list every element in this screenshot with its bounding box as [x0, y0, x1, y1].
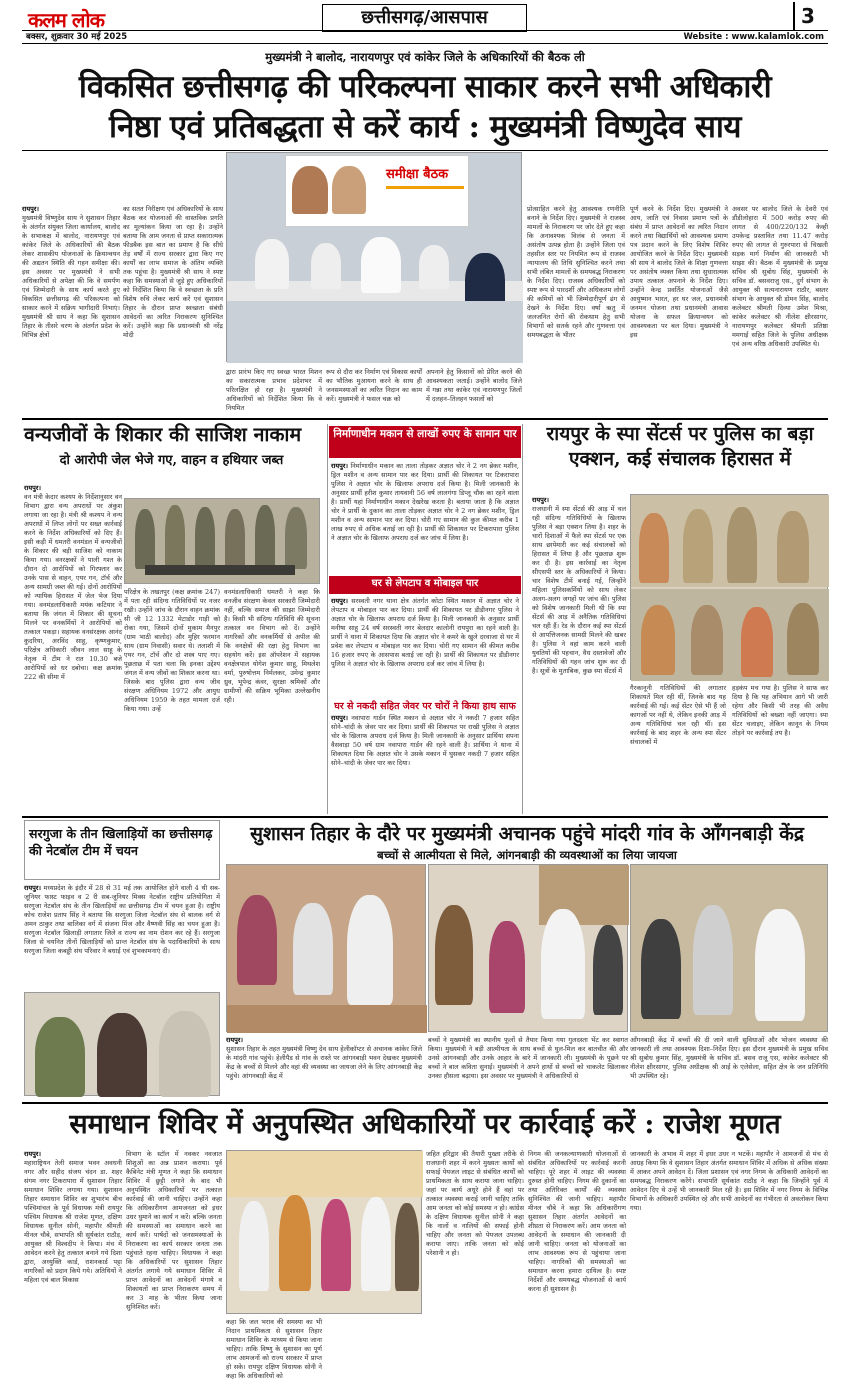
samadhan-col-5: निगम की जनकल्याणकारी योजनाओं से संबंधित अधिकारियों पर कार्रवाई करनी चाहिए। पूरे शहर में लाइट की व्यवस्था दुरुस्त होनी चाहिए। निगम की दुकानों का तथा अतिरिक्त कार्यों की व्यवस्था सुनिश्चित की जानी चाहिए। महापौर मीनल चौबे ने कहा कि अधिकारीगण सुशासन तिहार अंतर्गत आवेदनों का शीघ्रता से निराकरण करें। आम जनता को आवेदनों के समाधान की जानकारी दी जानी चाहिए। जनता को योजनाओं का लाभ आवश्यक रूप से पहुंचाया जाना चाहिए। नागरिकों की समस्याओं का समाधान करना हमारा दायित्व है। स्पष्ट निर्देशों और समयबद्ध योजनाओं से कार्य करना ही सुशासन है।: [528, 1150, 626, 1293]
website-link[interactable]: Website : www.kalamlok.com: [683, 32, 824, 42]
spa-col-1: रायपुर। राजधानी में स्पा सेंटर्स की आड़ में चल रही संदिग्ध गतिविधियों के खिलाफ पुलिस ने बड़ा एक्शन लिया है। शहर के चारों दिशाओं में फैले स्पा सेंटर्स पर एक साथ छापेमारी कर कई संचालकों को हिरासत में लिया है और पूछताछ शुरू कर दी है। इस कार्रवाई का नेतृत्व सीएसपी स्तर के अधिकारियों ने किया। चार विशेष टीमें बनाई गई, जिन्होंने महिला पुलिसकर्मियों को साथ लेकर अलग-अलग जगहों पर जांच की। पुलिस को विशेष जानकारी मिली थी कि स्पा सेंटर्स की आड़ में अनैतिक गतिविधियां चल रही हैं। रेड के दौरान कई स्पा सेंटर्स से आपत्तिजनक सामग्री मिलने की खबर है। पुलिस ने वहां काम करने वाली युवतियों की पहचान, वैध दस्तावेजों और गतिविधियों की गहन जांच शुरू कर दी है। सूत्रों के मुताबिक, कुछ स्पा सेंटर्स में: [532, 496, 626, 675]
banner-title: समीक्षा बैठक: [386, 167, 449, 182]
jewellery-body: रायपुर। नवापारा गार्डन स्थित मकान से अज्ञात चोर ने नकदी 7 हजार सहित सोने–चांदी के जेवर पार कर दिया। प्रार्थी की शिकायत पर राखी पुलिस ने अज्ञात चोर के खिलाफ अपराध दर्ज किया है। मिली जानकारी के अनुसार प्रार्थिया सपना वैसवाड़ा 50 वर्ष ग्राम नवापारा गार्डन की रहने वाली है। प्रार्थिया ने थाना में शिकायत दिया कि अज्ञात चोर ने उसके मकान में घुसकर नकदी 7 हजार सहित सोने–चांदी के जेवर पार कर दिया।: [331, 714, 519, 767]
lead-photo-meeting: [226, 152, 522, 362]
lead-kicker: मुख्यमंत्री ने बालोद, नारायणपुर एवं कांकेर जिले के अधिकारियों की बैठक ली: [265, 50, 585, 64]
anganwadi-col-3: आँगनबाड़ी केंद्र में बच्चों की दी जाने वाली सुविधाओं और भोजन व्यवस्था की जानकारी ली तथा आवश्यक दिशा–निर्देश दिए। इस दौरान मुख्यमंत्री के प्रमुख सचिव श्री सुबोध कुमार सिंह, मुख्यमंत्री के सचिव डॉ. बसव राजू एस, कांकेर कलेक्टर श्री नीलेश क्षीरसागर, पुलिस अधीक्षक श्री आई के एलेसेला, सहित क्षेत्र के जन प्रतिनिधि भी उपस्थित रहे।: [630, 1036, 828, 1080]
wildlife-headline: वन्यजीवों के शिकार की साजिश नाकाम: [24, 423, 302, 446]
anganwadi-photo-1: [226, 864, 426, 1032]
anganwadi-subhead: बच्चों से आत्मीयता से मिले, आंगनबाड़ी की व्यवस्थाओं का लिया जायजा: [377, 848, 677, 862]
section-title: छत्तीसगढ़/आसपास: [322, 4, 527, 32]
spa-photo: [630, 494, 828, 680]
wildlife-photo: [124, 498, 320, 584]
lead-col-3b: रूप से दौरा कर निर्माण एवं विकास कार्यों का भौतिक मुआयना करने के साथ ही जनसमस्याओं का त्वरित निदान का काम करें। मुख्यमंत्री ने फसल चक्र को: [326, 368, 422, 403]
jewellery-headline: घर से नकदी सहित जेवर पर चोरों ने किया हाथ साफ: [334, 701, 516, 712]
lead-col-3c: अपनाने हेतु किसानों को प्रेरित करने की आवश्यकता जताई। उन्होंने बालोद जिले में गन्ना तथा कांकेर एवं नारायणपुर जिलों में दलहन–तिलहन फसलों को: [426, 368, 522, 403]
meeting-banner: [285, 155, 469, 227]
edition-date: बक्सर, शुक्रवार 30 मई 2025: [26, 32, 128, 42]
samadhan-col-3b: [326, 1318, 422, 1370]
netball-body: रायपुर। मध्यप्रदेश के इंदौर में 28 से 31 मई तक आयोजित होने वाली 4 थी सब-जूनियर फास्ट फाइव व 2 री सब-जूनियर मिक्स नेटबॉल राष्ट्रीय प्रतियोगिता में सरगुजा नेटबॉल संघ के तीन खिलाड़ियों का छत्तीसगढ़ टीम में चयन हुआ है। राष्ट्रीय कोच राजेश प्रताप सिंह ने बताया कि सरगुजा जिला नेटबॉल संघ से बालक वर्ग से अमन ठाकुर तथा बालिका वर्ग में संजना मिंज और वैष्णवी सिंह का चयन हुआ है। सरगुजा नेटबॉल खिलाड़ी लगातार जिले व राज्य का नाम रोशन कर रहे हैं। सरगुजा जिला से चयनित तीनों खिलाड़ियों को प्रान्त नेटबॉल संघ के पदाधिकारियों के साथ सरगुजा जिला कबड्डी संघ परिवार ने बधाई एवं शुभकामनाएं दी।: [24, 884, 220, 955]
samadhan-col-6: जानकारी के अभाव में शहर में इधर उधर न भटकें। महापौर ने आमजनों से मंच से आग्रह किया कि वे सुशासन तिहार अंतर्गत समाधान शिविर में अधिक से अधिक संख्या में आकर अपने आवेदन दें। जिला प्रशासन एवं नगर निगम के अधिकारी आवेदनों का समयबद्ध निराकरण करेंगे। सभापति सूर्यकांत राठौड़ ने कहा कि जिन्होंने पूर्व में आवेदन दिए थे उन्हें भी जानकारी मिल रही है। इस शिविर में नगर निगम के विभिन्न विभागों के अधिकारी उपस्थित रहे और सभी आवेदनों का गंभीरता से अवलोकन किया गया।: [630, 1150, 828, 1212]
samadhan-col-1: रायपुर। महाराष्ट्रियन तेली समाज भवन अवधनी नगर और सहीद संजय चंदन डा. शहर संगम नगर टिकरापारा में सुशासन तिहार समाधान शिविर लगाया गया। सुशासन तिहार समाधान शिविर का शुभारंभ बीच पश्चिमांचल के पूर्व विधायक मंत्री रायपुर पश्चिम विधायक श्री राजेश मूणत, दक्षिण विधायक सुनील सोनी, महापौर श्रीमती मीनल चौबे, सभापति श्री सूर्यकांत राठौड़, आयुक्त श्री विश्वदीप ने किया। मंच में आवेदन करने हेतु तत्काल बनाने गये दिशा द्वारा, अध्युक्ति कार्ड, राशनकार्ड पट्टा नागरिकों को प्रदान किये गये। अतिथियों ने महिला एवं बाल विकास: [24, 1150, 122, 1284]
lead-col-6: अवसर पर बालोद जिले के देवरी एवं डौंडीलोहारा में 500 करोड़ रुपए की लागत से 400/220/132 केव्ही उपकेन्द्र प्रस्तावित तथा 11.47 करोड़ रुपए की लागत से गुरुरपारा से चिखली सड़क मार्ग निर्माण की जानकारी भी साझा की। बैठक में मुख्यमंत्री के प्रमुख सचिव श्री सुबोध सिंह, मुख्यमंत्री के सचिव डॉ. बसवराजु एस., दुर्ग संभाग के आयुक्त श्री सत्यनारायण राठौर, बस्तर संभाग के आयुक्त श्री डोमन सिंह, बालोद कलेक्टर श्रीमती दिव्या उमेश मिश्रा, कांकेर कलेक्टर श्री नीलेश क्षीरसागर, नारायणपुर कलेक्टर श्रीमती प्रतिष्ठा ममगाई सहित जिले के पुलिस अधीक्षक एवं अन्य वरिष्ठ अधिकारी उपस्थित थे।: [732, 205, 828, 348]
lead-col-1: रायपुर। मुख्यमंत्री विष्णुदेव साय ने सुशासन तिहार के अंतर्गत संयुक्त जिला कार्यालय, बालोद के सभाकक्ष में बालोद, नारायणपुर एवं कांकेर जिले के अधिकारियों की बैठक लेकर शासकीय योजनाओं के क्रियान्वयन की अद्यतन स्थिति की गहन समीक्षा की। इस अवसर पर मुख्यमंत्री ने सभी अधिकारियों से अपेक्षा की कि वे समर्पण एवं जिम्मेदारी के साथ कार्य करते हुए विकसित छत्तीसगढ़ की परिकल्पना को साकार करने में सक्रिय भागीदारी निभाएं। मुख्यमंत्री श्री साय ने कहा कि सुशासन तिहार के तीसरे चरण के अंतर्गत प्रदेश के विभिन्न क्षेत्रों: [22, 205, 120, 339]
wildlife-subhead: दो आरोपी जेल भेजे गए, वाहन व हथियार जब्त: [59, 453, 284, 468]
spa-headline: रायपुर के स्पा सेंटर्स पर पुलिस का बड़ा एक्शन, कई संचालक हिरासत में: [546, 423, 814, 470]
wildlife-col-1: रायपुर। वन मंत्री केदार कश्यप के निर्देशानुसार वन विभाग द्वारा वन्य अपराधों पर अंकुश लगाया जा रहा है। मंत्री श्री कश्यप ने वन्य अपराधों में लिप्त लोगों पर सख्त कार्रवाई करने के निर्देश अधिकारियों को दिए हैं। इसी कड़ी में धमतरी वनमंडल में वन्यजीवों के शिकार की बड़ी साजिश को नाकाम किया गया। वनरक्षकों ने पाली गश्त के दौरान दो आरोपियों को गिरफ्तार कर उनके पास से वाहन, एयर गन, टॉर्च और अन्य सामग्री जब्त की गई। दोनों आरोपियों को न्यायिक हिरासत में जेल भेज दिया गया। वनमंडलाधिकारी मयंक कटियार ने बताया कि जंगल में शिकार की सूचना मिलने पर वनकर्मियों ने आरोपियों को तत्काल पकड़ा। सहायक वनसंरक्षक आनंद कुदरिया, अरविंद साहू, कृष्णकुमार, परिक्षेत्र अधिकारी जीवन लाल साहू के नेतृत्व में टीम ने रात 10.30 बजे आरोपियों को धर दबोचा। कक्ष क्रमांक 222 की सीमा में: [24, 484, 122, 681]
anganwadi-col-2: बच्चों ने मुख्यमंत्री का स्थानीय फूलों से तैयार किया गया गुलदस्ता भेंट कर स्वागत किया। मुख्यमंत्री ने बड़ी आत्मीयता के साथ बच्चों से घुल-मिल कर बातचीत की और उनसे आंगनबाड़ी और उनके आहार के बारे में जानकारी ली। मुख्यमंत्री के पूछने पर बच्चों ने बाल कविता सुनाई। मुख्यमंत्री ने अपने हाथों से बच्चों को चाकलेट खिलाकर उनका हौसला बढ़ाया। इस अवसर पर मुख्यमंत्री ने अधिकारियों से: [428, 1036, 628, 1080]
netball-photo: [24, 992, 220, 1096]
theft-headline: निर्माणाधीन मकान से लाखों रुपए के सामान पार: [329, 426, 521, 458]
spa-col-3: हड़कंप मच गया है। पुलिस ने साफ कर दिया है कि यह अभियान आगे भी जारी रहेगा और किसी भी तरह की अवैध गतिविधियों को बख्शा नहीं जाएगा। स्पा सेंटर चलाइए, लेकिन कानून के नियम तोड़ने पर कार्रवाई तय है।: [732, 684, 828, 737]
anganwadi-photo-2: [428, 864, 628, 1032]
wildlife-col-3: वनमंडलाधिकारी धमतरी ने कहा कि वनजीव संरक्षण केवल सरकारी जिम्मेदारी नहीं, बल्कि समाज की साझा जिम्मेदारी है। किसी भी संदिग्ध गतिविधि की सूचना तत्काल वन विभाग को दें। उन्होंने नागरिकों और वनकर्मियों से अपील की कि वनक्षेत्रों की रक्षा हेतु विभाग का सहयोग करें। इस ऑपरेशन में सहायक वनक्षेत्रपाल योगेश कुमार साहू, मिथलेश वर्मा, पुरुषोत्तम निर्मलकर, उमेन्द्र कुमार ध्रुव, भूपेन्द्र कंवर, सुरक्षा श्रमिकों और ग्रामीणों की सक्रिय भूमिका उल्लेखनीय रही।: [224, 588, 320, 704]
anganwadi-photo-3: [630, 864, 828, 1032]
page-number: 3: [793, 2, 815, 30]
samadhan-photo: [226, 1150, 422, 1314]
lead-col-2: का सतत निरीक्षण एवं अधिकारियों के साथ बैठक कर योजनाओं की वास्तविक प्रगति का मूल्यांकन किया जा रहा है। उन्होंने बताया कि आम जनता से प्राप्त सकारात्मक फीडबैक इस बात का प्रमाण है कि सीधे तेड़ वर्षों में राज्य सरकार द्वारा किए गए कार्यों का लाभ समाज के अंतिम व्यक्ति तक पहुंचा है। मुख्यमंत्री श्री साय ने स्पष्ट कहा कि समस्याओं से जुड़े हुए अधिकारियों को निर्देशित किया कि वे स्वच्छता के प्रति विशेष रुचि लेकर कार्य करें एवं सुशासन तिहार के दौरान प्राप्त स्वच्छता संबंधी आवेदनों का त्वरित निराकरण सुनिश्चित करें। उन्होंने कहा कि प्रधानमंत्री श्री नरेंद्र मोदी: [123, 205, 223, 339]
dateline-bar: [22, 30, 828, 44]
masthead-logo: कलम लोक: [28, 8, 104, 32]
netball-headline-box: [24, 820, 220, 880]
lead-headline-line2: निष्ठा एवं प्रतिबद्धता से करें कार्य : मुख्यमंत्री विष्णुदेव साय: [109, 109, 741, 145]
wildlife-col-2: परिक्षेत्र के तखतपुर (कक्ष क्रमांक 247) में पता रही संदिग्ध गतिविधियों पर नजर रखी। उन्होंने जांच के दौरान वाहन क्रमांक सी जी 12 1332 मेटाडोर गाड़ी को रोका गया, जिसमें दोनों मुकाम मैनपुर (ग्राम भाठी बालोद) और मुहिर फरमान साय (ग्राम निवासी) सवार थे। तलाशी में एयर गन, टॉर्च और दो शस्त्र पाए गए। पूछताछ में पता चला कि इनका उद्देश्य जंगल में वन्य जीवों का शिकार करना था। जिसके बाद पुलिस द्वारा वन्य जीव संरक्षण अधिनियम 1972 और आयुध अधिनियम 1959 के तहत मामला दर्ज किया गया। उन्हें: [124, 588, 220, 713]
lead-headline-line1: विकसित छत्तीसगढ़ की परिकल्पना साकार करने सभी अधिकारी: [78, 69, 772, 105]
lead-dateline: रायपुर।: [22, 205, 39, 213]
laptop-body: रायपुर। सरस्वती नगर थाना क्षेत्र अंतर्गत कोटा स्थित मकान में अज्ञात चोर ने लेपटाप व मोबाइल पार कर दिया। प्रार्थी की शिकायत पर डीडीनगर पुलिस ने अज्ञात चोर के खिलाफ अपराध दर्ज किया है। मिली जानकारी के अनुसार प्रार्थी मनीषा साहू 24 वर्ष सरस्वती नगर बेलदार कालोनी रायपुरा का रहने वाली है। प्रार्थी ने थाना में शिकायत दिया कि अज्ञात चोर ने कमरे के खुले दरवाजा से घर में प्रवेश कर लेपटाप व मोबाइल पार कर दिया। चोरी गए सामान की कीमत करीब 16 हजार रुपए के आसपास बताई जा रही है। प्रार्थी की शिकायत पर डीडीनगर पुलिस ने अज्ञात चोर के खिलाफ अपराध दर्ज कर जांच में लिया है।: [331, 597, 519, 668]
lead-col-3a: द्वारा प्रारंभ किए गए स्वच्छ भारत मिशन का सकारात्मक प्रभाव प्रदेशभर में परिलक्षित हो रहा है। मुख्यमंत्री ने अधिकारियों को निर्देशित किया कि वे नियमित: [226, 368, 322, 412]
samadhan-col-3: कहा कि जल भराव की समस्या का भी निदान प्राथमिकता से सुशासन तिहार समाधान शिविर के माध्यम से किया जाना चाहिए। ताकि विष्णु के सुशासन का पूर्ण लाभ आमजनों को राज्य सरकार में प्राप्त हो सके। रायपुर दक्षिण विधायक सोनी ने कहा कि अधिकारियों को: [226, 1318, 322, 1380]
anganwadi-col-1: रायपुर। सुशासन तिहार के तहत मुख्यमंत्री विष्णु देव साय हेलीकॉप्टर से अचानक कांकेर जिले के मांदरी गांव पहुंचे। हेलीपैड से गांव के रास्ते पर आंगनबाड़ी भवन देखकर मुख्यमंत्री केंद्र के बच्चों से मिलने और वहां की व्यवस्था का जायजा लेने के लिए आंगनबाड़ी केंद्र पहुंचे। आंगनबाड़ी केंद्र में: [226, 1036, 423, 1080]
theft-body: रायपुर। निर्माणाधीन मकान का ताला तोड़कर अज्ञात चोर ने 2 नग ब्रेकर मशीन, ड्रिल मशीन व अन्य सामान पार कर दिया। प्रार्थी की शिकायत पर टिकरापारा पुलिस ने अज्ञात चोर के खिलाफ अपराध दर्ज किया है। मिली जानकारी के अनुसार प्रार्थी हरीश कुमार तायवानी 56 वर्ष लालगंगा डिप्लू चौक का रहने वाला है। प्रार्थी यहां निर्माणाधीन मकान देखरेख करता है। बताया जाता है कि अज्ञात चोर ने प्रार्थी के दुकान का ताला तोड़कर अज्ञात चोर ने 2 नग ब्रेकर मशीन, ड्रिल मशीन व अन्य सामान पार कर दिया। चोरी गए सामान की कुल कीमत करीब 1 लाख रुपए से अधिक बताई जा रही है। प्रार्थी की शिकायत पर टिकरापारा पुलिस ने अज्ञात चोर के खिलाफ अपराध दर्ज कर जांच में लिया है।: [331, 462, 519, 542]
samadhan-col-4: जहित हरिद्वार की तैयारी पुख्ता तरीके से राजधानी शहर में करने मुख्यतः कार्यो को सफाई पेयजल लाइट से संबंधित कार्यों को प्राथमिकता के साथ कराया जाना चाहिए। जहां पर कार्य अधूरे होने हैं वहां पर तत्काल व्यवस्था कराई जानी चाहिए ताकि आम जनता को कोई समस्या न हो। कांग्रेस के दक्षिण विधायक सुनील सोनी ने कहा कि नालों व नालियों की सफाई होनी चाहिए और जनता को पेयजल उपलब्ध कराया जाए। ताकि जनता को कोई परेशानी न हो।: [426, 1150, 524, 1257]
lead-col-5: पूर्ण करने के निर्देश दिए। मुख्यमंत्री ने आय, जाति एवं निवास प्रमाण पत्रों के संबंध में प्राप्त आवेदनों का त्वरित निदान करने तथा विद्यार्थियों को आवश्यक प्रमाण पत्र प्रदान करने के लिए विशेष शिविर आयोजित करने के निर्देश दिए। मुख्यमंत्री श्री साय ने बालोद जिले के शिक्षा गुणवत्ता पर असंतोष व्यक्त किया तथा सुधारात्मक उपाय तत्काल अपनाने के निर्देश दिए। उन्होंने केन्द्र प्रवर्तित योजनाओं जैसे आयुष्मान भारत, हर घर जल, प्रधानमंत्री जनमन योजना तथा प्रधानमंत्री आवास योजना के सफल क्रियान्वयन को आवश्यकता पर बल दिया। मुख्यमंत्री ने इस: [630, 205, 728, 339]
lead-col-4: प्रोत्साहित करने हेतु आवश्यक रणनीति बनाने के निर्देश दिए। मुख्यमंत्री ने राजस्व मामलों के निराकरण पर जोर देते हुए कहा कि अनावश्यक विलंब से जनता में असंतोष उत्पन्न होता है। उन्होंने जिला एवं तहसील स्तर पर नियमित रूप से राजस्व न्यायालय की तिथि सुनिश्चित करने तथा सभी लंबित मामलों के समयबद्ध निराकरण के निर्देश दिए। राजस्व अधिकारियों को स्पष्ट रूप से पारदर्शी और अधिकतम लोगों की कमियों को भी जिम्मेदारीपूर्ण ढंग से देखने के निर्देश दिए। वर्षा ऋतु में जलजनित रोगों की रोकथाम हेतु सभी विभागों को सतर्क रहने और गुणवत्ता एवं समयबद्धता के भीतर: [527, 205, 625, 339]
spa-col-2: गैरकानूनी गतिविधियों की लगातार शिकायतें मिल रही थीं, जिनके बाद यह कार्रवाई की गई। कई सेंटर ऐसे भी हैं जो कागजों पर नहीं थे, लेकिन इनकी आड़ में अन्य गतिविधियां चल रही थीं। इस कार्रवाई के बाद शहर के अन्य स्पा सेंटर संचालकों में: [630, 684, 726, 746]
anganwadi-headline: सुशासन तिहार के दौरे पर मुख्यमंत्री अचानक पहुंचे मांदरी गांव के आँगनबाड़ी केंद्र: [250, 823, 804, 845]
samadhan-headline: समाधान शिविर में अनुपस्थित अधिकारियों पर कार्रवाई करें : राजेश मूणत: [69, 1109, 781, 1140]
laptop-headline: घर से लेपटाप व मोबाइल पार: [329, 576, 521, 594]
samadhan-col-2: विभाग के स्टॉल में नवकर नवजात शिशुओं का अन्न प्राशन कराया। पूर्व कैबिनेट मंत्री मूणत ने कहा कि समाधान शिविर में छुट्टी लगाने के बाद भी अनुपस्थित अधिकारियों पर तत्काल कार्रवाई की जानी चाहिए। उन्होंने कहा कि अधिकारीगण आमजनता को इधर उधर घुमाने का कार्य न करें। बल्कि जनता की समस्याओं का समाधान करने का कार्य करें। पार्षदों को जनसमस्याओं के निराकरण का कार्य सरकार जनता तक पहुंचाते रहना चाहिए। विधायक ने कहा कि अधिकारियों पर सुशासन तिहार अंतर्गत लगाये गये समाधान शिविर में प्राप्त आवेदनों का आवेदनों मंगाये व शिकायतों का प्राप्त निराकरण समय में कर 3 माह के भीतर किया जाना सुनिश्चित करें।: [126, 1150, 222, 1311]
netball-headline: सरगुजा के तीन खिलाड़ियों का छत्तीसगढ़ की नेटबॉल टीम में चयन: [29, 826, 213, 858]
